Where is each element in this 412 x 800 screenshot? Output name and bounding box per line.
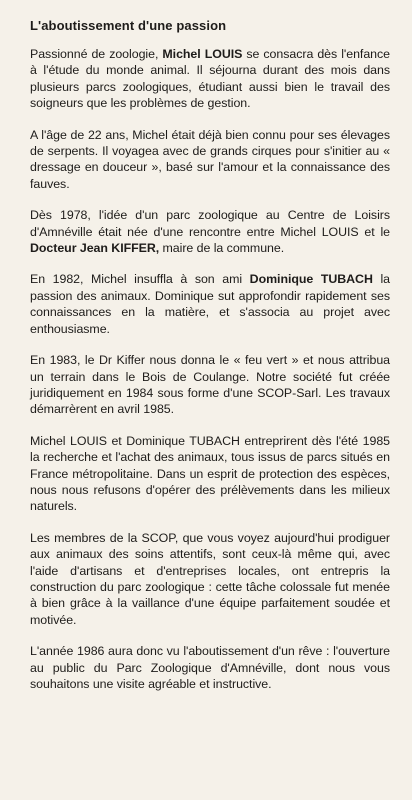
paragraph-1986 [30, 643, 390, 692]
paragraph-1978 [30, 207, 390, 256]
paragraph-1985 [30, 433, 390, 515]
person-name-michel-louis: Michel LOUIS [162, 47, 243, 61]
text-segment: A l'âge de 22 ans, Michel était déjà bien connu pour ses élevages de serpents. Il voyagea avec de grands cirques pour s'initier au « dressage en douceur », basé sur l'amour et la connaissance des fauves. [30, 127, 390, 191]
paragraph-serpents [30, 127, 390, 193]
text-segment: Michel LOUIS et Dominique TUBACH entreprirent dès l'été 1985 la recherche et l'achat des animaux, tous issus de parcs situés en France métropolitaine. Dans un esprit de protection des espèces, nous nous refusons d'opérer des prélèvements dans les milieux naturels. [30, 433, 390, 514]
paragraph-scop [30, 530, 390, 628]
text-segment: Les membres de la SCOP, que vous voyez aujourd'hui prodiguer aux animaux des soins attentifs, sont ceux-là même qui, avec l'aide d'artisans et d'entreprises locales, ont entrepris la construction du parc zoologique : cette tâche colossale fut menée à bien grâce à la vaillance d'une équipe parfaitement soudée et motivée. [30, 530, 390, 627]
text-segment: L'année 1986 aura donc vu l'aboutissement d'un rêve : l'ouverture au public du Parc Zoologique d'Amnéville, dont nous vous souhaitons une visite agréable et instructive. [30, 644, 390, 691]
person-name-jean-kiffer: Docteur Jean KIFFER, [30, 241, 160, 256]
paragraph-1983 [30, 352, 390, 418]
document-title: L'aboutissement d'une passion [30, 18, 227, 33]
paragraph-1982 [30, 271, 390, 337]
text-segment: En 1983, le Dr Kiffer nous donna le « feu vert » et nous attribua un terrain dans le Bois de Coulange. Notre société fut créée juridiquement en 1984 sous forme d'une SCOP-Sarl. Les travaux démarrèrent en avril 1985. [30, 353, 390, 417]
paragraph-intro [30, 46, 390, 112]
text-segment: Dès 1978, l'idée d'un parc zoologique au Centre de Loisirs d'Amnéville était née d'une rencontre entre Michel LOUIS et le [30, 208, 390, 239]
text-segment: Passionné de zoologie, [30, 47, 163, 61]
text-segment: maire de la commune. [159, 241, 285, 256]
person-name-dominique-tubach: Dominique TUBACH [249, 272, 373, 287]
text-segment: la passion des animaux. Dominique sut approfondir rapidement ses connaissances en la matière, et s'associa au projet avec enthousiasme. [30, 272, 391, 336]
text-segment: se consacra dès l'enfance à l'étude du monde animal. Il séjourna durant des mois dans plusieurs parcs zoologiques, étudiant aussi bien le travail des soigneurs que les problèmes de gestion. [30, 47, 390, 111]
text-segment: En 1982, Michel insuffla à son ami [30, 272, 250, 287]
